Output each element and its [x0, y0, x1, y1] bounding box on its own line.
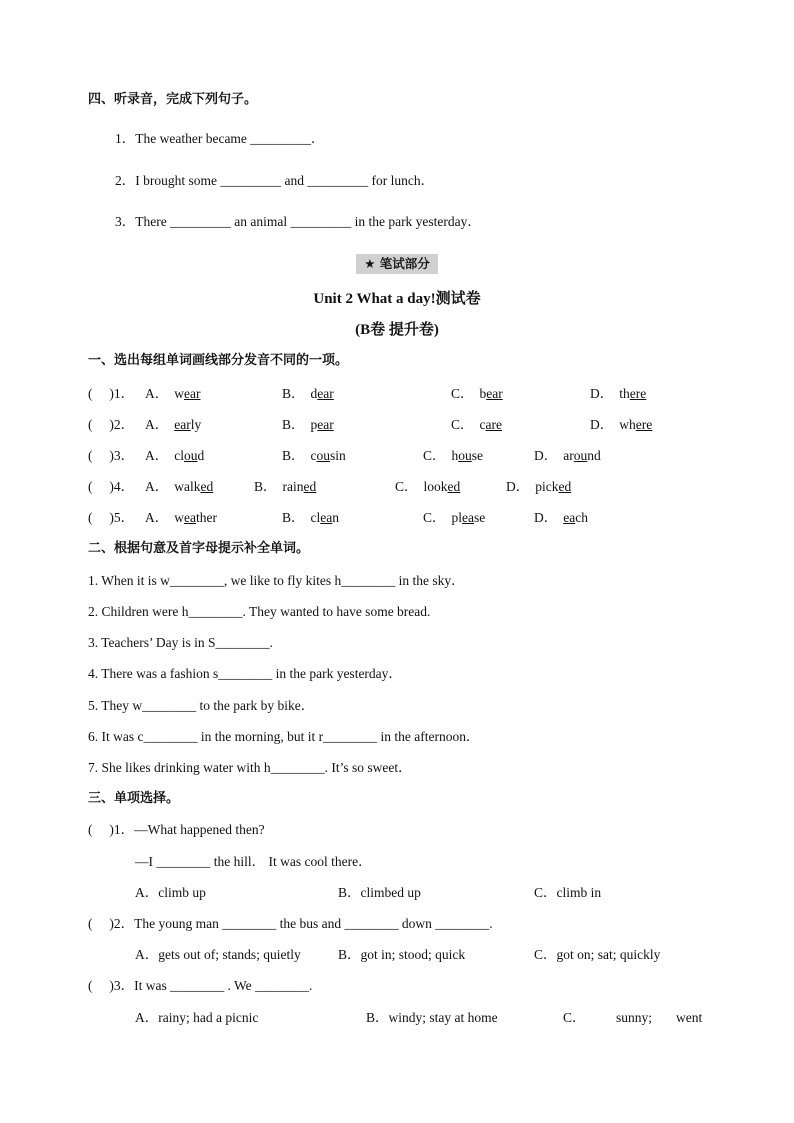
phonics-option-post: ch: [575, 510, 588, 525]
phonics-option-pre: w: [174, 386, 184, 401]
phonics-option-label: C．: [423, 448, 446, 463]
choice-q1-stem: ( )1．—What happened then?: [88, 822, 265, 837]
phonics-option-ul: ere: [629, 386, 647, 401]
phonics-option-label: D．: [590, 417, 614, 432]
choice-q1-option-a: A．climb up: [135, 885, 206, 900]
phonics-option-label: B．: [254, 479, 277, 494]
choice-q1-option-c: C．climb in: [534, 885, 602, 900]
phonics-option-pre: wh: [619, 417, 636, 432]
phonics-option-b: [282, 385, 334, 403]
phonics-option-label: A．: [145, 417, 169, 432]
written-part-badge: ★ 笔试部分: [356, 254, 438, 274]
phonics-option-pre: look: [423, 479, 448, 494]
phonics-option-pre: rain: [282, 479, 304, 494]
phonics-question-number: ( )3．: [88, 448, 135, 463]
phonics-question-number: ( )1．: [88, 386, 135, 401]
phonics-option-label: B．: [282, 386, 305, 401]
phonics-option-a: [145, 478, 213, 496]
phonics-option-pre: b: [479, 386, 487, 401]
phonics-question-number: ( )5．: [88, 510, 135, 525]
phonics-option-post: se: [471, 448, 484, 463]
phonics-option-c: [451, 385, 503, 403]
phonics-option-post: nd: [587, 448, 601, 463]
phonics-option-ul: ea: [320, 510, 333, 525]
phonics-option-d: [506, 478, 571, 496]
phonics-option-a: [145, 416, 201, 434]
fill-item-6: 6. It was c________ in the morning, but it r________ in the afternoon．: [88, 729, 480, 744]
phonics-option-d: [534, 447, 601, 465]
phonics-option-post: ther: [195, 510, 217, 525]
phonics-option-label: D．: [590, 386, 614, 401]
phonics-option-ul: ea: [462, 510, 475, 525]
phonics-option-pre: cl: [310, 510, 321, 525]
phonics-option-label: B．: [282, 510, 305, 525]
phonics-option-pre: d: [310, 386, 318, 401]
phonics-option-ul: ou: [458, 448, 472, 463]
phonics-option-label: B．: [282, 417, 305, 432]
phonics-option-ul: ed: [447, 479, 461, 494]
phonics-option-a: [145, 385, 200, 403]
phonics-option-ul: ou: [184, 448, 198, 463]
listening-item-2: 2．I brought some _________ and _________ for lunch．: [115, 173, 435, 188]
phonics-option-b: [282, 447, 346, 465]
phonics-option-post: d: [197, 448, 205, 463]
phonics-option-ul: ea: [563, 510, 576, 525]
phonics-option-pre: c: [479, 417, 486, 432]
choice-q1-option-b: B．climbed up: [338, 885, 421, 900]
phonics-question-number: ( )2．: [88, 417, 135, 432]
phonics-option-b: [254, 478, 316, 496]
phonics-option-pre: cl: [174, 448, 184, 463]
phonics-option-c: [423, 447, 483, 465]
fill-item-4: 4. There was a fashion s________ in the park yesterday．: [88, 666, 402, 681]
phonics-option-pre: ar: [563, 448, 574, 463]
section-2-heading: 二、根据句意及首字母提示补全单词。: [88, 541, 310, 556]
phonics-option-ul: ear: [184, 386, 201, 401]
paper-title: Unit 2 What a day!测试卷: [313, 291, 481, 307]
phonics-option-label: A．: [145, 510, 169, 525]
phonics-option-pre: pl: [451, 510, 463, 525]
choice-q2-stem: ( )2．The young man ________ the bus and ________ down ________.: [88, 916, 493, 931]
phonics-option-label: D．: [534, 510, 558, 525]
phonics-option-label: A．: [145, 479, 169, 494]
phonics-option-post: se: [474, 510, 486, 525]
section-1-heading: 一、选出每组单词画线部分发音不同的一项。: [88, 353, 349, 368]
phonics-option-label: D．: [506, 479, 530, 494]
phonics-option-post: n: [332, 510, 339, 525]
phonics-option-d: [590, 416, 652, 434]
phonics-option-ul: ear: [317, 417, 334, 432]
choice-q3-option-a: A．rainy; had a picnic: [135, 1010, 259, 1025]
phonics-option-ul: ou: [316, 448, 331, 463]
phonics-option-ul: are: [485, 417, 502, 432]
phonics-option-post: ly: [190, 417, 202, 432]
phonics-option-label: C．: [451, 386, 474, 401]
section-3-heading: 三、单项选择。: [88, 791, 180, 806]
phonics-option-b: [282, 509, 339, 527]
choice-q2-option-c: C．got on; sat; quickly: [534, 947, 661, 962]
phonics-option-label: C．: [451, 417, 474, 432]
phonics-option-pre: walk: [174, 479, 201, 494]
phonics-option-ul: ear: [317, 386, 334, 401]
listening-item-3: 3．There _________ an animal _________ in the park yesterday．: [115, 214, 481, 229]
phonics-option-label: B．: [282, 448, 305, 463]
section-4-heading: 四、听录音，完成下列句子。: [88, 92, 258, 107]
phonics-option-d: [590, 385, 646, 403]
fill-item-5: 5. They w________ to the park by bike．: [88, 698, 315, 713]
phonics-option-label: A．: [145, 386, 169, 401]
choice-q2-option-a: A．gets out of; stands; quietly: [135, 947, 301, 962]
phonics-option-post: sin: [330, 448, 346, 463]
fill-item-3: 3. Teachers’ Day is in S________.: [88, 635, 273, 650]
listening-item-1: 1．The weather became _________．: [115, 131, 325, 146]
phonics-question-number: ( )4．: [88, 479, 135, 494]
phonics-option-pre: p: [310, 417, 318, 432]
choice-q3-option-c-word1: sunny;: [616, 1010, 653, 1025]
phonics-option-label: C．: [423, 510, 446, 525]
fill-item-2: 2. Children were h________. They wanted to have some bread.: [88, 604, 431, 619]
phonics-option-label: D．: [534, 448, 558, 463]
phonics-option-ul: ed: [303, 479, 317, 494]
phonics-option-ul: ear: [174, 417, 191, 432]
phonics-option-pre: c: [310, 448, 317, 463]
choice-q3-option-c-word2: went: [676, 1010, 703, 1025]
choice-q3-stem: ( )3．It was ________ . We ________.: [88, 978, 313, 993]
phonics-option-a: [145, 509, 217, 527]
phonics-option-c: [423, 509, 485, 527]
fill-item-1: 1. When it is w________, we like to fly kites h________ in the sky．: [88, 573, 465, 588]
phonics-option-b: [282, 416, 334, 434]
phonics-option-c: [395, 478, 460, 496]
phonics-option-ul: ea: [184, 510, 196, 525]
phonics-option-ul: ear: [486, 386, 503, 401]
phonics-option-ul: ed: [558, 479, 572, 494]
phonics-option-pre: w: [174, 510, 184, 525]
phonics-option-label: C．: [395, 479, 418, 494]
paper-subtitle: (B卷 提升卷): [355, 322, 439, 338]
phonics-option-d: [534, 509, 588, 527]
choice-q3-option-b: B．windy; stay at home: [366, 1010, 498, 1025]
phonics-option-c: [451, 416, 502, 434]
phonics-option-pre: pick: [535, 479, 559, 494]
phonics-option-ul: ere: [635, 417, 653, 432]
phonics-option-pre: h: [451, 448, 459, 463]
choice-q1-line2: —I ________ the hill． It was cool there．: [135, 854, 372, 869]
phonics-option-ul: ou: [573, 448, 588, 463]
phonics-option-ul: ed: [200, 479, 214, 494]
phonics-option-pre: th: [619, 386, 630, 401]
fill-item-7: 7. She likes drinking water with h________. It’s so sweet．: [88, 760, 412, 775]
choice-q3-option-c-letter: C．: [563, 1010, 586, 1025]
phonics-option-label: A．: [145, 448, 169, 463]
choice-q2-option-b: B．got in; stood; quick: [338, 947, 466, 962]
phonics-option-a: [145, 447, 204, 465]
